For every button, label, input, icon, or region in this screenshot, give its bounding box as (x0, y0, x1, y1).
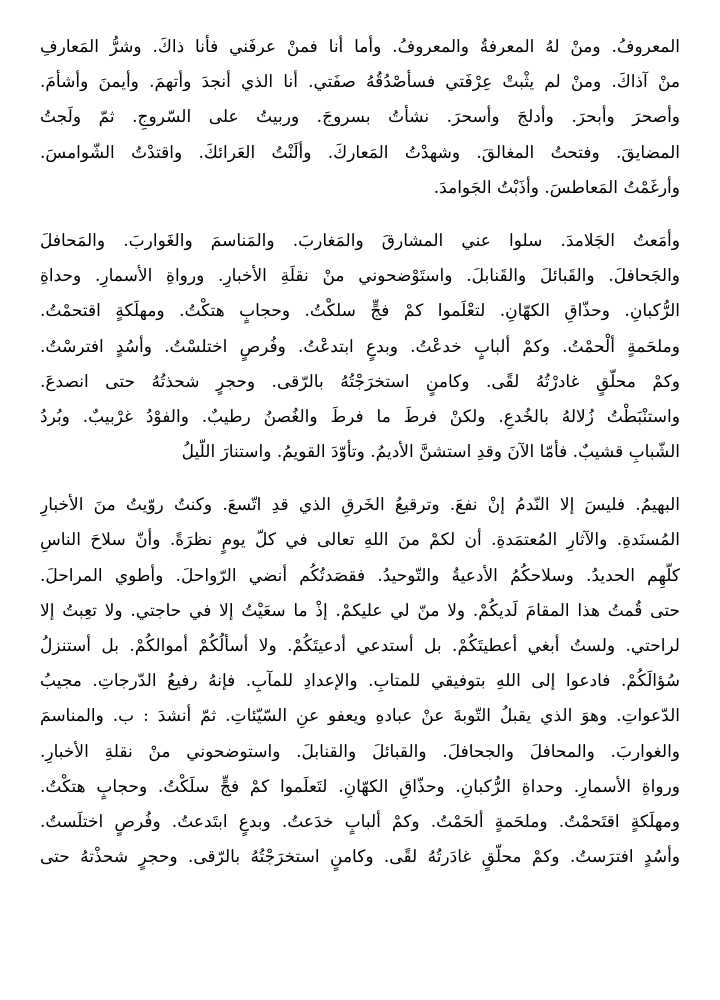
text-line: وأمَعتُ الجَلامدَ. سلوا عني المشارقَ والمَغاربَ. والمَناسمَ والغَواربَ. والمَحافلَ (40, 230, 680, 251)
paragraph-1 (40, 30, 680, 206)
text-line: وأسُدٍ افترَستُ. وكمْ محلّقٍ غادَرتُهُ لقًى. وكامنٍ استخرَجْتُهُ بالرّقى. وحجرٍ شحذْتهُ حتى (40, 847, 680, 868)
text-line: واستنْبَطْتُ زُلالهُ بالخُدعِ. ولكنْ فرطَ ما فرطَ والغُصنُ رطيبٌ. والفوْدُ غرْبيبٌ. وبُردُ (40, 406, 680, 427)
text-line: منْ آذاكَ. ومنْ لم يثْبتْ عِرْفَتي فسأصْدُقُهُ صفَتي. أنا الذي أنجدَ وأتهمَ. وأيمنَ وأشأمَ. (40, 72, 680, 93)
text-line: وأصحرَ وأبحرَ. وأدلجَ وأسحرَ. نشأتُ بسروجَ. وربيتُ على السّروجِ. ثمّ ولَجتُ (40, 107, 680, 128)
text-line: الشّبابِ قشيبٌ. فأمّا الآنَ وقدِ استشنَّ الأديمُ. وتأوّدَ القويمُ. واستنارَ اللّيلُ (181, 442, 680, 463)
text-line: وأرغَمْتُ المَعاطسَ. وأذَبْتُ الجَوامدَ. (433, 177, 680, 198)
text-line: ومهلَكةٍ اقتَحمْتُ. وملحَمةٍ ألحَمْتُ. وكمْ ألبابٍ خدَعتُ. وبدعٍ ابتَدعتُ. وفُرصٍ اختلَستُ. (40, 811, 680, 832)
text-line: المعروفُ. ومنْ لهُ المعرفةُ والمعروفُ. وأما أنا فمنْ عرفَني فأنا ذاكَ. وشرُّ المَعارفِ (40, 37, 680, 57)
text-line: وملحَمةٍ ألْحمْتُ. وكمْ ألبابٍ خدعْتُ. وبدعٍ ابتدعْتُ. وفُرصٍ اختلسْتُ. وأسُدٍ افترسْتُ. (40, 336, 680, 357)
text-line: المضايقَ. وفتحتُ المغالقَ. وشهدْتُ المَعاركَ. وألَنْتُ العَرائكَ. واقتدْتُ الشّوامسَ. (40, 142, 680, 163)
paragraph-3 (40, 488, 680, 875)
text-line: كلّهِم الحديدُ. وسلاحكُمُ الأدعيةُ والتّوحيدُ. فقصَدتُكُم أنضي الرّواحلَ. وأطوي المراحلَ. (40, 565, 680, 586)
text-line: وكمْ محلّقٍ غادرْتُهُ لقًى. وكامنٍ استخرَجْتُهُ بالرّقى. وحجرٍ شحذتُهُ حتى انصدعَ. (40, 371, 680, 392)
text-line: البهيمُ. فليسَ إلا النّدمُ إنْ نفعَ. وترقيعُ الخَرقِ الذي قدِ اتّسعَ. وكنتُ روّيتُ منَ الأخبارِ (40, 495, 680, 516)
text-line: المُسنَدةِ. والآثارِ المُعتمَدةِ. أن لكمْ منَ اللهِ تعالى في كلّ يومٍ نظرَةً. وأنّ سلاحَ الناسِ (40, 530, 680, 551)
text-line: حتى قُمتُ هذا المقامَ لَديكُمْ. ولا منّ لي عليكمْ. إذْ ما سعَيْتُ إلا في حاجتي. ولا تعِبتُ إلا (40, 600, 680, 621)
text-line: ورواةِ الأسمارِ. وحداةِ الرُّكبانِ. وحذّاقِ الكهّانِ. لتَعلَموا كمْ فجٍّ سلَكْتُ. وحجابٍ هتكْتُ. (40, 776, 680, 797)
text-line: سُؤالَكُمْ. فادعوا إلى اللهِ بتوفيقي للمتابِ. والإعدادِ للمآبِ. فإنهُ رفيعُ الدّرجاتِ. مجيبُ (40, 671, 680, 692)
paragraph-2 (40, 224, 680, 470)
text-line: الدّعواتِ. وهوَ الذي يقبلُ التّوبةَ عنْ عبادهِ ويعفو عنِ السّيّئاتِ. ثمّ أنشدَ : ب. والمناسمَ (40, 706, 680, 727)
text-line: الرُّكبانِ. وحذّاقِ الكهّانِ. لتعْلَموا كمْ فجٍّ سلكْتُ. وحجابٍ هتكْتُ. ومهلَكةٍ اقتحمْتُ. (40, 301, 680, 322)
text-line: لراحتي. ولستُ أبغي أعطيتَكُمْ. بل أستدعي أدعيتَكُمْ. ولا أسألُكُمْ أموالكُمْ. بل أستنزلُ (40, 636, 680, 656)
text-line: والغواربَ. والمحافلَ والجحافلَ. والقبائلَ والقنابلَ. واستوضحوني منْ نقلةِ الأخبارِ. (40, 741, 680, 762)
text-line: والجَحافلَ. والقَبائلَ والقَنابلَ. واستَوْضحوني منْ نقلَةِ الأخبارِ. ورواةِ الأسمارِ. وحداةِ (40, 266, 680, 287)
